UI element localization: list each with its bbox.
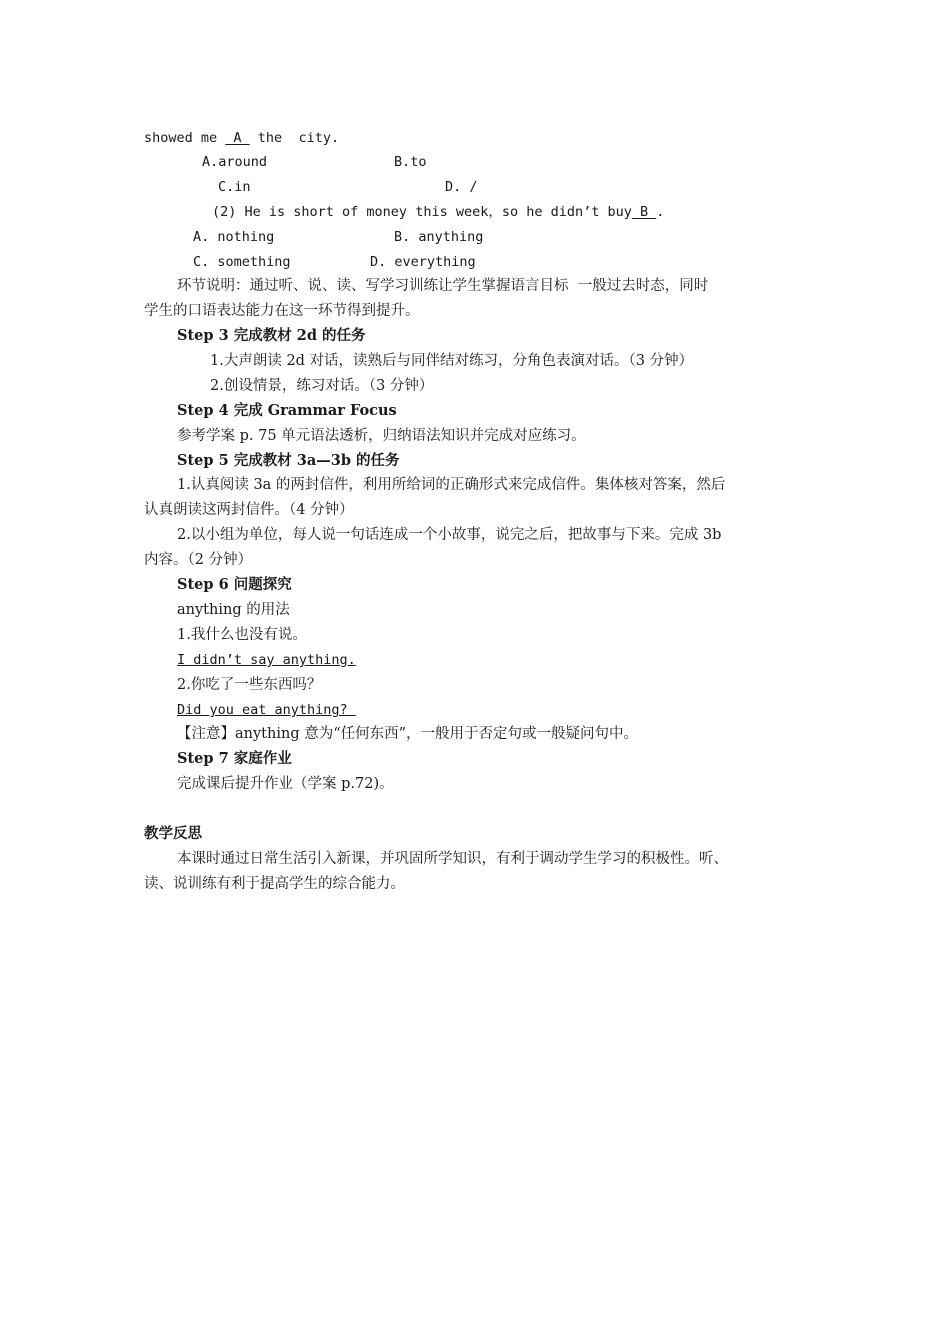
q2-option-d: D. everything xyxy=(370,254,476,270)
q1-answer-blank: A xyxy=(225,130,250,146)
step4-text: 参考学案 p. 75 单元语法透析，归纳语法知识并完成对应练习。 xyxy=(177,428,586,444)
step6-example1-chinese: 1.我什么也没有说。 xyxy=(177,627,307,643)
step3-heading: Step 3 完成教材 2d 的任务 xyxy=(177,327,366,344)
step5-item2-line2: 内容。（2 分钟） xyxy=(144,552,253,568)
step6-example2-chinese: 2.你吃了一些东西吗？ xyxy=(177,677,322,693)
step3-item2: 2.创设情景，练习对话。（3 分钟） xyxy=(210,378,434,394)
q2-option-b: B. anything xyxy=(394,229,484,245)
q1-stem xyxy=(144,128,339,148)
q1-option-d: D. / xyxy=(445,179,478,195)
q1-option-b: B.to xyxy=(394,154,427,170)
step6-heading: Step 6 问题探究 xyxy=(177,576,292,593)
step7-text: 完成课后提升作业（学案 p.72)。 xyxy=(177,776,394,792)
q1-option-c: C.in xyxy=(218,179,251,195)
q1-stem-pre: showed me xyxy=(144,130,226,146)
q2-answer-blank: B xyxy=(631,204,657,220)
reflection-line1: 本课时通过日常生活引入新课，并巩固所学知识，有利于调动学生学习的积极性。听、 xyxy=(177,851,728,867)
reflection-heading: 教学反思 xyxy=(144,825,202,842)
step5-item2-line1: 2.以小组为单位，每人说一句话连成一个小故事，说完之后，把故事与下来。完成 3b xyxy=(177,527,722,543)
step6-attention-note: 【注意】anything 意为“任何东西”，一般用于否定句或一般疑问句中。 xyxy=(177,726,639,742)
reflection-line2: 读、说训练有利于提高学生的综合能力。 xyxy=(144,876,405,892)
q2-option-c: C. something xyxy=(193,254,291,270)
step5-heading: Step 5 完成教材 3a—3b 的任务 xyxy=(177,452,400,469)
q1-stem-post: the city. xyxy=(249,130,340,146)
section-note-line1: 环节说明：通过听、说、读、写学习训练让学生掌握语言目标 一般过去时态，同时 xyxy=(177,278,709,294)
step4-heading: Step 4 完成 Grammar Focus xyxy=(177,402,397,419)
step6-example2-english: Did you eat anything? xyxy=(177,702,356,718)
q2-option-a: A. nothing xyxy=(193,229,275,245)
section-note-line2: 学生的口语表达能力在这一环节得到提升。 xyxy=(144,303,420,319)
step7-heading: Step 7 家庭作业 xyxy=(177,750,292,767)
step5-item1-line2: 认真朗读这两封信件。（4 分钟） xyxy=(144,502,354,518)
step3-item1: 1.大声朗读 2d 对话，读熟后与同伴结对练习，分角色表演对话。（3 分钟） xyxy=(210,353,694,369)
q2-stem xyxy=(212,202,664,222)
step6-example1-english: I didn’t say anything. xyxy=(177,652,356,668)
step6-topic: anything 的用法 xyxy=(177,602,290,618)
step5-item1-line1: 1.认真阅读 3a 的两封信件，利用所给词的正确形式来完成信件。集体核对答案，然后 xyxy=(177,477,726,493)
q2-stem-pre: (2) He is short of money this week，so he didn’t buy xyxy=(212,204,632,220)
q2-stem-post: . xyxy=(656,204,665,220)
q1-option-a: A.around xyxy=(202,154,268,170)
